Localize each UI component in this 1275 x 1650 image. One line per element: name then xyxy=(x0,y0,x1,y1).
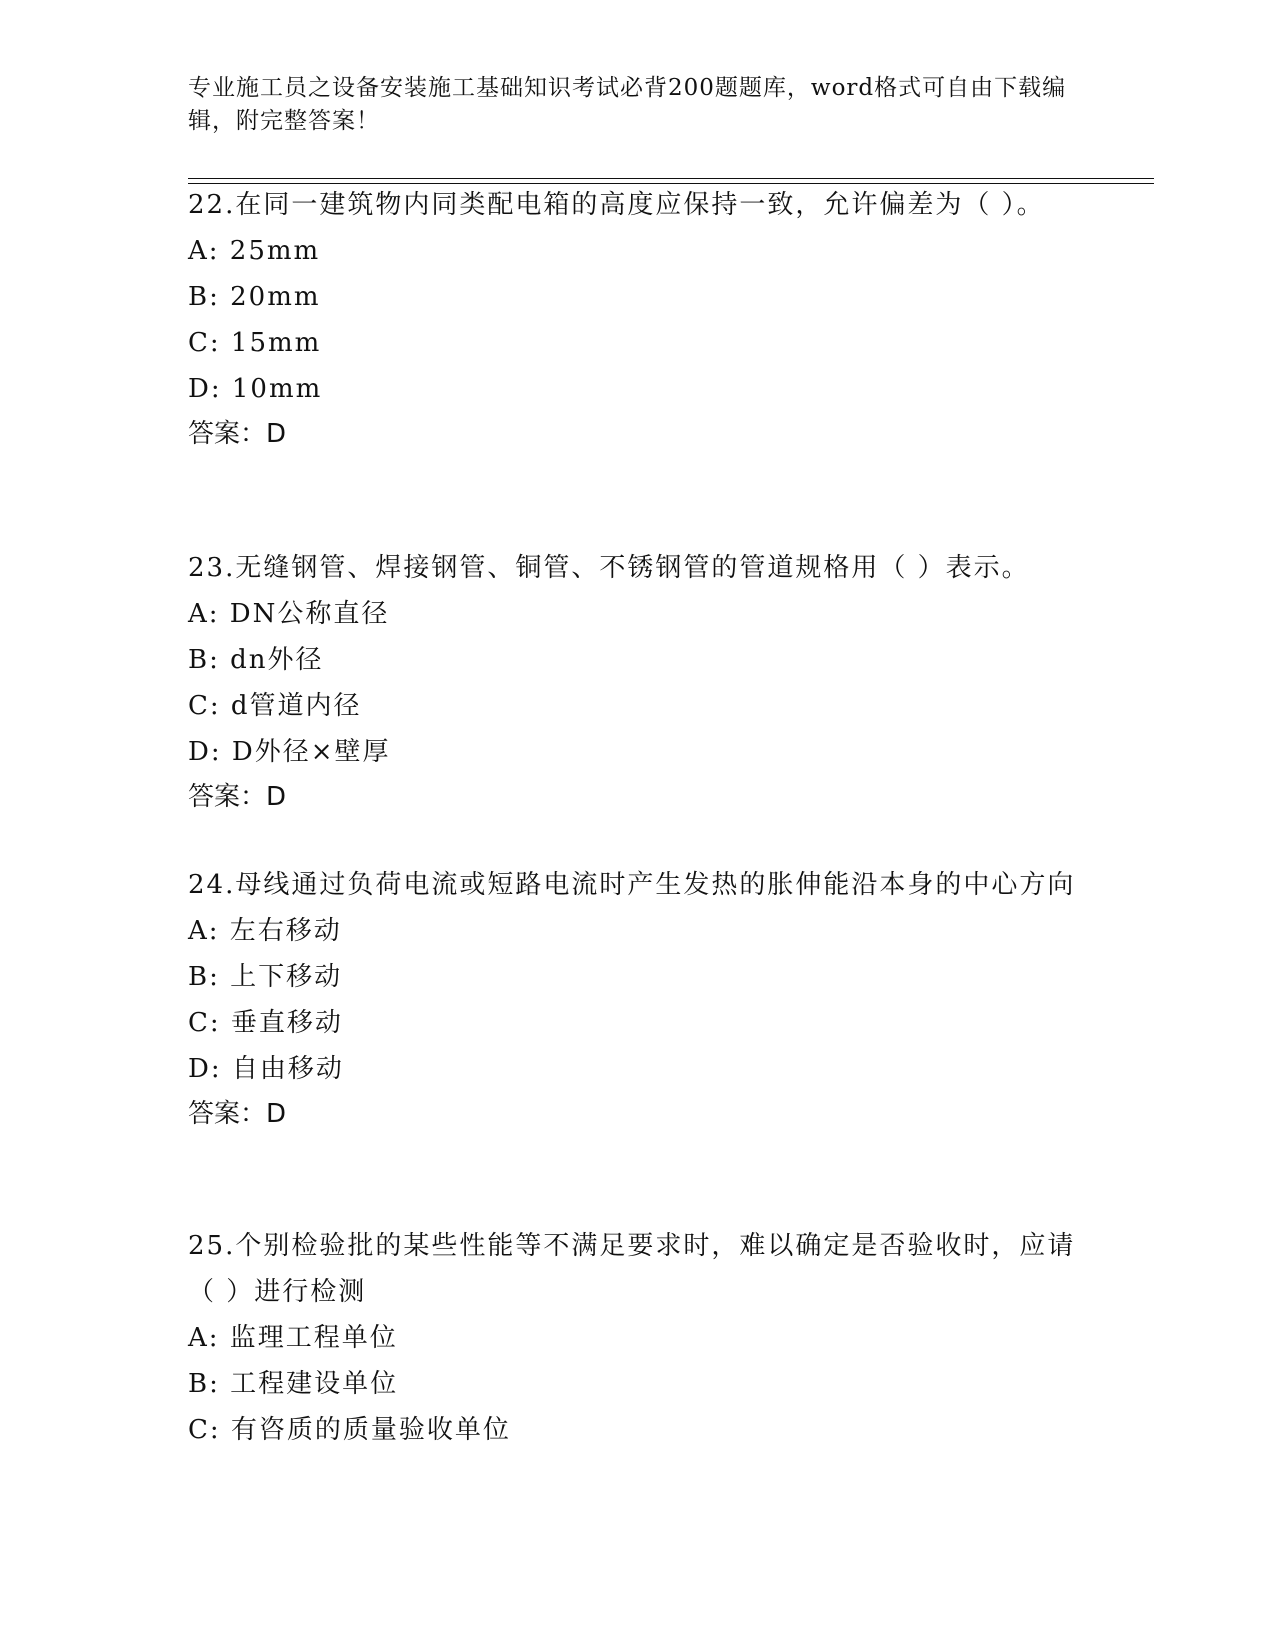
answer-line: 答案：D xyxy=(188,1099,287,1129)
option-d: D: 10mm xyxy=(188,374,323,404)
question-stem: 23.无缝钢管、焊接钢管、铜管、不锈钢管的管道规格用（ ）表示。 xyxy=(188,553,1030,583)
question-stem: 25.个别检验批的某些性能等不满足要求时，难以确定是否验收时，应请（ ）进行检测 xyxy=(188,1231,1076,1307)
option-d: D: D外径×壁厚 xyxy=(188,737,391,767)
option-b: B: 工程建设单位 xyxy=(188,1369,399,1399)
option-c: C: 15mm xyxy=(188,328,322,358)
question-24 xyxy=(188,862,1078,1136)
option-a: A: 监理工程单位 xyxy=(188,1323,398,1353)
option-b: B: dn外径 xyxy=(188,645,324,675)
option-a: A: DN公称直径 xyxy=(188,599,390,629)
option-c: C: 垂直移动 xyxy=(188,1008,343,1038)
question-23 xyxy=(188,545,1078,819)
option-b: B: 20mm xyxy=(188,282,321,312)
option-c: C: 有咨质的质量验收单位 xyxy=(188,1415,511,1445)
header-divider-top xyxy=(188,178,1154,179)
question-stem: 22.在同一建筑物内同类配电箱的高度应保持一致，允许偏差为（ ）。 xyxy=(188,190,1045,220)
answer-line: 答案：D xyxy=(188,419,287,449)
question-stem: 24.母线通过负荷电流或短路电流时产生发热的胀伸能沿本身的中心方向 xyxy=(188,870,1076,900)
answer-line: 答案：D xyxy=(188,782,287,812)
option-a: A: 左右移动 xyxy=(188,916,342,946)
question-25 xyxy=(188,1223,1078,1453)
document-header: 专业施工员之设备安装施工基础知识考试必背200题题库，word格式可自由下载编辑，附完整答案！ xyxy=(188,75,1067,134)
option-c: C: d管道内径 xyxy=(188,691,362,721)
option-a: A: 25mm xyxy=(188,236,321,266)
question-22 xyxy=(188,182,1078,456)
option-d: D: 自由移动 xyxy=(188,1054,344,1084)
option-b: B: 上下移动 xyxy=(188,962,343,992)
